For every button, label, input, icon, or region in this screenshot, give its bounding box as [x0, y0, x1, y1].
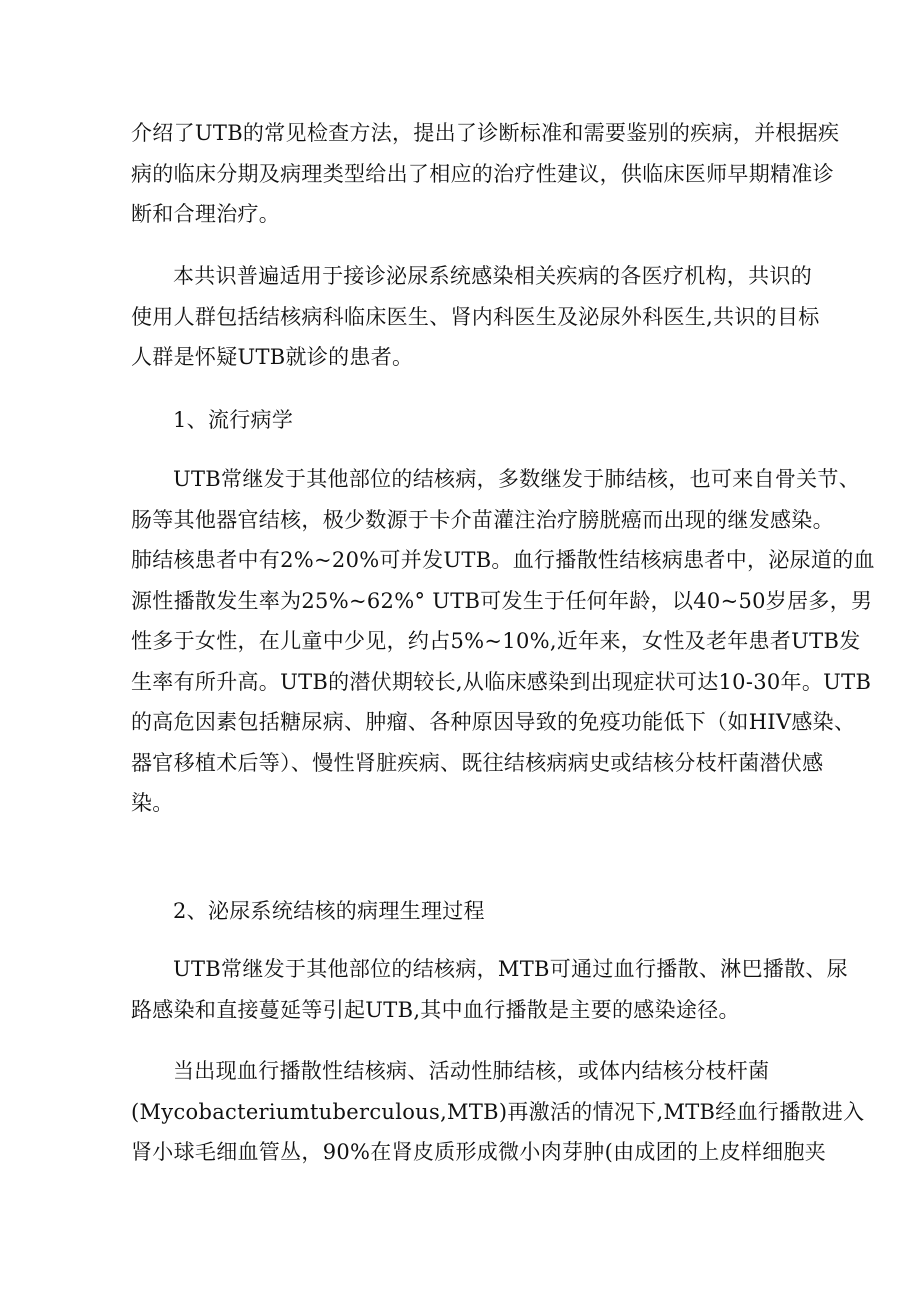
text-line: 使用人群包括结核病科临床医生、肾内科医生及泌尿外科医生,共识的目标: [131, 304, 820, 329]
text-line: 肠等其他器官结核，极少数源于卡介苗灌注治疗膀胱癌而出现的继发感染。: [131, 507, 834, 532]
text-line: 性多于女性，在儿童中少见，约占5%~10%,近年来，女性及老年患者UTB发: [131, 629, 861, 653]
text-line: 肾小球毛细血管丛，90%在肾皮质形成微小肉芽肿(由成团的上皮样细胞夹: [131, 1140, 827, 1164]
text-line: 染。: [131, 791, 174, 815]
heading-text: 2、泌尿系统结核的病理生理过程: [173, 899, 485, 923]
text-line: 介绍了UTB的常见检查方法，提出了诊断标准和需要鉴别的疾病，并根据疾: [131, 121, 840, 145]
text-line: UTB常继发于其他部位的结核病，多数继发于肺结核，也可来自骨关节、: [173, 467, 861, 491]
text-line: 断和合理治疗。: [131, 202, 281, 226]
text-line: UTB常继发于其他部位的结核病，MTB可通过血行播散、淋巴播散、尿: [173, 957, 848, 981]
section-heading-epidemiology: [131, 400, 796, 441]
section-heading-pathophysiology: [131, 891, 796, 932]
paragraph-pathophysiology-2: [131, 1051, 865, 1173]
text-line: 的高危因素包括糖尿病、肿瘤、各种原因导致的免疫功能低下（如HIV感染、: [131, 710, 856, 734]
text-line: 肺结核患者中有2%~20%可并发UTB。血行播散性结核病患者中，泌尿道的血: [131, 548, 875, 572]
text-line: 源性播散发生率为25%~62%° UTB可发生于任何年龄，以40~50岁居多，男: [131, 588, 873, 613]
text-line: 本共识普遍适用于接诊泌尿系统感染相关疾病的各医疗机构，共识的: [173, 264, 812, 288]
paragraph-epidemiology: [131, 459, 875, 824]
text-line: 器官移植术后等）、慢性肾脏疾病、既往结核病病史或结核分枝杆菌潜伏感: [131, 750, 824, 775]
heading-text: 1、流行病学: [173, 408, 294, 432]
text-line: 病的临床分期及病理类型给出了相应的治疗性建议，供临床医师早期精准诊: [131, 161, 834, 186]
text-line: 人群是怀疑UTB就诊的患者。: [131, 345, 414, 369]
text-line: 生率有所升高。UTB的潜伏期较长,从临床感染到出现症状可达10-30年。UTB: [131, 669, 872, 694]
paragraph-intro-continuation: [131, 113, 840, 235]
text-line: 当出现血行播散性结核病、活动性肺结核，或体内结核分枝杆菌: [173, 1059, 770, 1083]
paragraph-scope: [131, 256, 820, 378]
text-line: 路感染和直接蔓延等引起UTB,其中血行播散是主要的感染途径。: [131, 997, 740, 1022]
text-line: (Mycobacteriumtuberculous,MTB)再激活的情况下,MTB经血行播散进入: [131, 1099, 865, 1124]
paragraph-pathophysiology-1: [131, 949, 848, 1030]
